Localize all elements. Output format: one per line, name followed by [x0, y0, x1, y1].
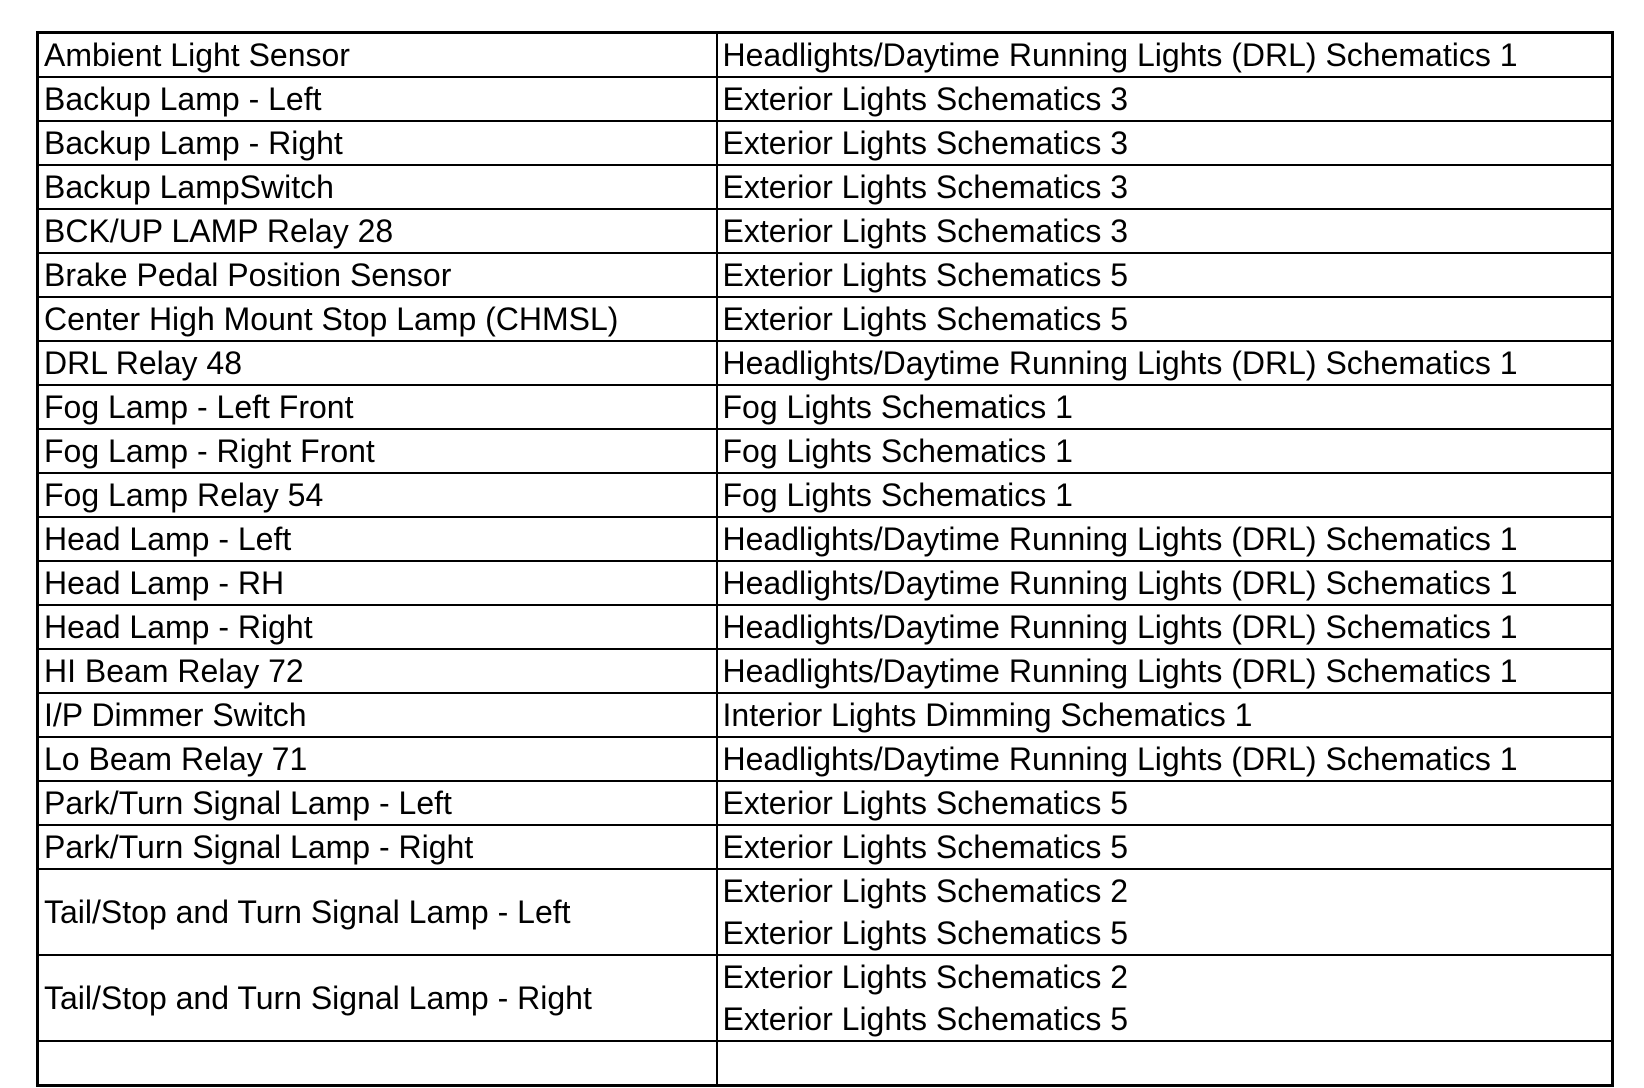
table-row [38, 341, 1613, 385]
component-cell [38, 1041, 717, 1086]
location-line: Exterior Lights Schematics 3 [722, 213, 1128, 249]
location-cell [717, 77, 1613, 121]
table-row [38, 209, 1613, 253]
table-row [38, 649, 1613, 693]
location-cell [717, 605, 1613, 649]
table-row [38, 825, 1613, 869]
location-cell [717, 253, 1613, 297]
location-line: Exterior Lights Schematics 5 [722, 829, 1128, 865]
location-line: Headlights/Daytime Running Lights (DRL) Schematics 1 [722, 653, 1518, 689]
location-line: Exterior Lights Schematics 2 [722, 873, 1128, 909]
table-row [38, 693, 1613, 737]
location-cell [717, 209, 1613, 253]
table-row [38, 165, 1613, 209]
component-cell: Park/Turn Signal Lamp - Right [38, 825, 717, 869]
location-line: Exterior Lights Schematics 5 [722, 1001, 1128, 1037]
table-body [38, 33, 1613, 1086]
component-cell: Ambient Light Sensor [38, 33, 717, 78]
location-cell [717, 33, 1613, 78]
component-cell: Head Lamp - RH [38, 561, 717, 605]
component-cell: Backup LampSwitch [38, 165, 717, 209]
component-location-table [36, 31, 1614, 1087]
component-cell: HI Beam Relay 72 [38, 649, 717, 693]
location-cell [717, 297, 1613, 341]
table-row [38, 561, 1613, 605]
location-line: Headlights/Daytime Running Lights (DRL) Schematics 1 [722, 741, 1518, 777]
location-line: Exterior Lights Schematics 5 [722, 257, 1128, 293]
component-cell: Center High Mount Stop Lamp (CHMSL) [38, 297, 717, 341]
location-line: Exterior Lights Schematics 5 [722, 915, 1128, 951]
table-row [38, 781, 1613, 825]
component-cell: Lo Beam Relay 71 [38, 737, 717, 781]
table-row [38, 473, 1613, 517]
component-cell: Fog Lamp - Right Front [38, 429, 717, 473]
component-cell: Brake Pedal Position Sensor [38, 253, 717, 297]
location-line: Headlights/Daytime Running Lights (DRL) Schematics 1 [722, 37, 1518, 73]
location-cell [717, 869, 1613, 955]
location-cell [717, 429, 1613, 473]
table-row [38, 33, 1613, 78]
location-line: Fog Lights Schematics 1 [722, 433, 1073, 469]
location-line: Fog Lights Schematics 1 [722, 389, 1073, 425]
location-line: Exterior Lights Schematics 5 [722, 785, 1128, 821]
location-cell [717, 385, 1613, 429]
location-line: Headlights/Daytime Running Lights (DRL) Schematics 1 [722, 345, 1518, 381]
table-row [38, 605, 1613, 649]
location-cell [717, 517, 1613, 561]
table-row [38, 429, 1613, 473]
table-row [38, 77, 1613, 121]
component-cell: Head Lamp - Left [38, 517, 717, 561]
location-line: Exterior Lights Schematics 2 [722, 959, 1128, 995]
location-line: Exterior Lights Schematics 3 [722, 125, 1128, 161]
location-cell [717, 341, 1613, 385]
component-cell: I/P Dimmer Switch [38, 693, 717, 737]
location-cell [717, 693, 1613, 737]
location-cell [717, 1041, 1613, 1086]
table-row [38, 869, 1613, 955]
component-cell: Tail/Stop and Turn Signal Lamp - Right [38, 955, 717, 1041]
location-line: Fog Lights Schematics 1 [722, 477, 1073, 513]
table-row [38, 253, 1613, 297]
location-cell [717, 781, 1613, 825]
location-cell [717, 473, 1613, 517]
location-line: Exterior Lights Schematics 5 [722, 301, 1128, 337]
location-cell [717, 737, 1613, 781]
location-cell [717, 561, 1613, 605]
component-cell: DRL Relay 48 [38, 341, 717, 385]
location-cell [717, 121, 1613, 165]
location-cell [717, 649, 1613, 693]
location-line: Exterior Lights Schematics 3 [722, 81, 1128, 117]
component-cell: Fog Lamp Relay 54 [38, 473, 717, 517]
location-line: Headlights/Daytime Running Lights (DRL) Schematics 1 [722, 565, 1518, 601]
component-cell: Tail/Stop and Turn Signal Lamp - Left [38, 869, 717, 955]
location-cell [717, 165, 1613, 209]
component-cell: Backup Lamp - Right [38, 121, 717, 165]
component-cell: Head Lamp - Right [38, 605, 717, 649]
table-row [38, 121, 1613, 165]
location-cell [717, 825, 1613, 869]
table-row [38, 297, 1613, 341]
location-line: Headlights/Daytime Running Lights (DRL) Schematics 1 [722, 609, 1518, 645]
location-line [723, 1042, 1612, 1084]
component-cell: Park/Turn Signal Lamp - Left [38, 781, 717, 825]
component-cell: Backup Lamp - Left [38, 77, 717, 121]
location-line: Exterior Lights Schematics 3 [722, 169, 1128, 205]
location-line: Interior Lights Dimming Schematics 1 [722, 697, 1253, 733]
table-row [38, 955, 1613, 1041]
table-row [38, 517, 1613, 561]
location-cell [717, 955, 1613, 1041]
table-row [38, 385, 1613, 429]
table-row-empty [38, 1041, 1613, 1086]
component-cell: BCK/UP LAMP Relay 28 [38, 209, 717, 253]
location-line: Headlights/Daytime Running Lights (DRL) Schematics 1 [722, 521, 1518, 557]
component-cell: Fog Lamp - Left Front [38, 385, 717, 429]
table-row [38, 737, 1613, 781]
